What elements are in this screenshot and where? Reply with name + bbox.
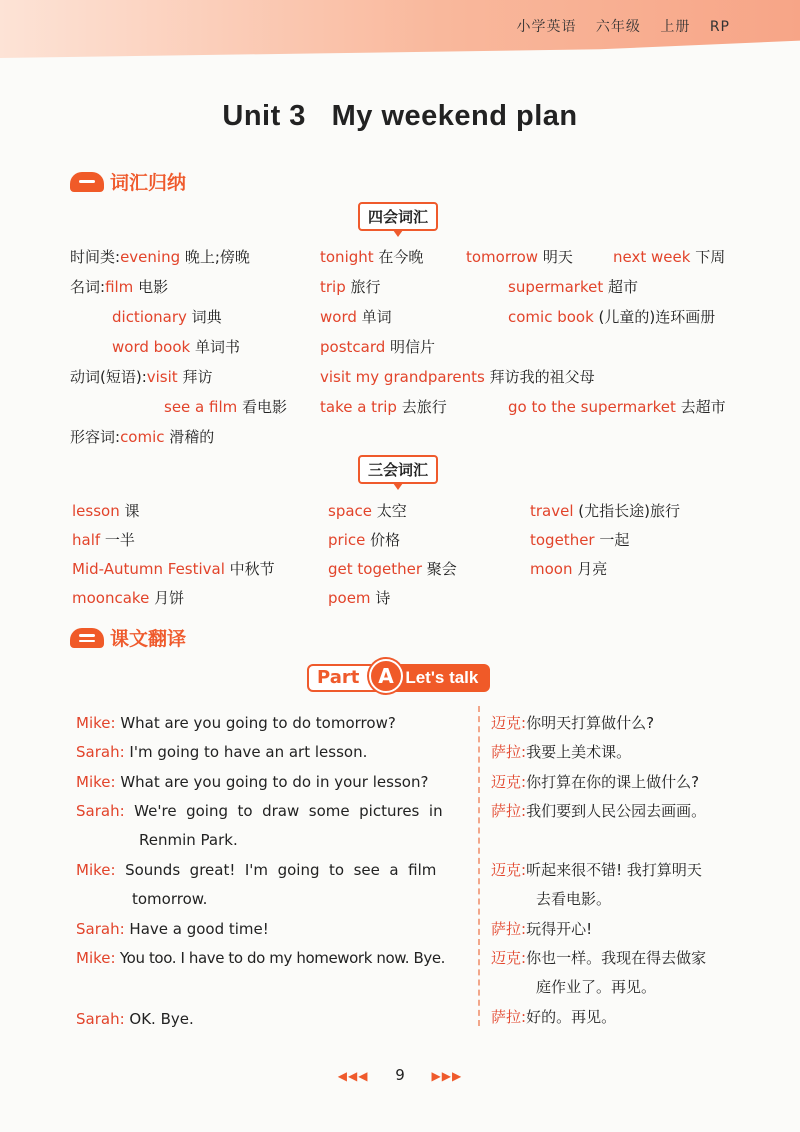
line-text: 去看电影。 <box>536 890 612 908</box>
vocab-row <box>72 500 140 521</box>
vocab-meaning: 单词书 <box>190 338 240 356</box>
column-divider <box>478 706 480 1026</box>
speaker: Mike: <box>76 773 116 791</box>
vocab-meaning: 价格 <box>365 531 401 549</box>
dialogue-line-cn <box>491 1008 616 1026</box>
line-text: 好的。再见。 <box>526 1008 617 1026</box>
vocab-row <box>112 336 240 357</box>
speaker: Sarah: <box>76 920 125 938</box>
vocab-meaning: 一起 <box>594 531 630 549</box>
vocab-word: poem <box>328 589 371 607</box>
vocab-word: word <box>320 308 357 326</box>
unit-title: Unit 3 My weekend plan <box>222 100 578 132</box>
speaker: 迈克: <box>491 861 527 879</box>
line-text: We're going to draw some pictures in <box>124 802 443 820</box>
vocab-meaning: 在今晚 <box>373 248 424 266</box>
header-volume: 上册 <box>660 19 691 35</box>
vocab-meaning: 聚会 <box>422 560 457 578</box>
vocab-meaning: 月饼 <box>149 589 185 607</box>
dialogue-line-cn <box>491 743 631 761</box>
part-letter: A <box>378 664 394 688</box>
vocab-word: tonight <box>320 248 374 266</box>
vocab-word: see a film <box>164 398 238 416</box>
vocab-row <box>112 306 222 327</box>
vocab-row <box>328 500 407 521</box>
vocab-meaning: 月亮 <box>572 560 608 578</box>
dialogue-line-en <box>76 802 443 820</box>
vocab-row <box>530 500 680 521</box>
vocab-word: film <box>105 278 134 296</box>
line-text: Sounds great! I'm going to see a film <box>115 861 437 879</box>
line-text: 你打算在你的课上做什么? <box>526 773 700 791</box>
speaker: 萨拉: <box>491 920 527 938</box>
vocab-word: tomorrow <box>466 248 539 266</box>
vocab-word: get together <box>328 560 422 578</box>
line-text: OK. Bye. <box>124 1010 194 1028</box>
line-text: Renmin Park. <box>139 831 238 849</box>
section-vocab-title: 词汇归纳 <box>110 172 187 194</box>
vocab-row <box>328 558 457 579</box>
vocab-row <box>320 366 595 387</box>
vocab-meaning: 一半 <box>100 531 135 549</box>
part-banner <box>307 663 490 693</box>
speaker: Sarah: <box>76 802 125 820</box>
header-subject: 小学英语 <box>516 19 577 35</box>
category-label: 形容词: <box>70 428 121 446</box>
dialogue-line-en <box>76 714 396 732</box>
vocab-meaning: 中秋节 <box>224 560 275 578</box>
vocab-word: mooncake <box>72 589 150 607</box>
four-skill-vocab-label: 四会词汇 <box>358 202 438 231</box>
prev-page-arrows-icon: ◀◀◀ <box>337 1069 369 1083</box>
speaker: Mike: <box>76 714 116 732</box>
header-info <box>502 16 730 36</box>
speaker: Sarah: <box>76 743 125 761</box>
dialogue-line-cn <box>491 861 702 879</box>
dialogue-line-en-cont <box>139 831 238 849</box>
dialogue-line-en <box>76 949 445 967</box>
section-two-icon <box>70 628 104 648</box>
category-label: 动词(短语): <box>70 368 147 386</box>
vocab-word: half <box>72 531 101 549</box>
vocab-word: evening <box>120 248 181 266</box>
vocab-meaning: 单词 <box>356 308 392 326</box>
header-edition: RP <box>709 19 730 35</box>
vocab-meaning: 拜访 <box>177 368 213 386</box>
vocab-row <box>72 529 135 550</box>
speaker: Sarah: <box>76 1010 125 1028</box>
vocab-row <box>70 366 212 387</box>
line-text: 我要上美术课。 <box>526 743 632 761</box>
vocab-word: Mid-Autumn Festival <box>72 560 225 578</box>
dialogue-line-en <box>76 773 428 791</box>
vocab-word: next week <box>613 248 691 266</box>
vocab-meaning: (儿童的)连环画册 <box>593 308 716 326</box>
vocab-word: dictionary <box>112 308 187 326</box>
vocab-word: lesson <box>72 502 120 520</box>
vocab-row <box>164 396 287 417</box>
dialogue-line-cn-cont <box>536 890 611 908</box>
vocab-word: moon <box>530 560 573 578</box>
vocab-word: trip <box>320 278 346 296</box>
line-text: 听起来很不错! 我打算明天 <box>526 861 702 879</box>
vocab-row <box>320 306 392 327</box>
dialogue-line-en <box>76 861 436 879</box>
speaker: 萨拉: <box>491 743 527 761</box>
speaker: Mike: <box>76 861 116 879</box>
vocab-word: word book <box>112 338 191 356</box>
part-letter-badge <box>369 659 403 693</box>
vocab-row <box>530 558 607 579</box>
vocab-row <box>320 336 435 357</box>
vocab-row <box>72 558 275 579</box>
dialogue-line-cn <box>491 802 706 820</box>
vocab-meaning: 明天 <box>538 248 573 266</box>
vocab-word: price <box>328 531 366 549</box>
category-label: 时间类: <box>70 248 121 266</box>
section-one-icon <box>70 172 104 192</box>
vocab-meaning: 超市 <box>603 278 638 296</box>
line-text: I'm going to have an art lesson. <box>124 743 368 761</box>
line-text: 你明天打算做什么? <box>526 714 655 732</box>
vocab-row <box>320 246 423 267</box>
vocab-row <box>466 246 573 267</box>
line-text: 我们要到人民公园去画画。 <box>526 802 707 820</box>
dialogue-line-cn <box>491 920 592 938</box>
speaker: 萨拉: <box>491 802 527 820</box>
vocab-word: take a trip <box>320 398 397 416</box>
vocab-meaning: 明信片 <box>385 338 436 356</box>
vocab-meaning: 晚上;傍晚 <box>180 248 250 266</box>
dialogue-line-en <box>76 743 367 761</box>
vocab-row <box>508 396 726 417</box>
vocab-meaning: 诗 <box>370 589 391 607</box>
three-skill-vocab-label: 三会词汇 <box>358 455 438 484</box>
line-text: What are you going to do tomorrow? <box>115 714 396 732</box>
speaker: 迈克: <box>491 949 527 967</box>
page-number: 9 <box>395 1066 405 1084</box>
vocab-meaning: 去超市 <box>675 398 726 416</box>
vocab-word: space <box>328 502 373 520</box>
line-text: 庭作业了。再见。 <box>536 978 657 996</box>
vocab-word: comic <box>120 428 165 446</box>
section-vocab-heading <box>70 168 186 195</box>
vocab-meaning: (尤指长途)旅行 <box>573 502 680 520</box>
section-translation-title: 课文翻译 <box>110 628 187 650</box>
speaker: 迈克: <box>491 714 527 732</box>
speaker: 萨拉: <box>491 1008 527 1026</box>
vocab-word: visit <box>146 368 178 386</box>
line-text: 你也一样。我现在得去做家 <box>526 949 707 967</box>
vocab-row <box>72 587 184 608</box>
dialogue-line-en-cont <box>132 890 207 908</box>
vocab-word: supermarket <box>508 278 604 296</box>
vocab-meaning: 课 <box>119 502 140 520</box>
vocab-meaning: 词典 <box>186 308 222 326</box>
dialogue-line-cn <box>491 949 706 967</box>
vocab-meaning: 去旅行 <box>396 398 447 416</box>
vocab-row <box>320 276 381 297</box>
vocab-meaning: 电影 <box>133 278 169 296</box>
vocab-word: postcard <box>320 338 386 356</box>
next-page-arrows-icon: ▶▶▶ <box>431 1069 463 1083</box>
vocab-word: go to the supermarket <box>508 398 676 416</box>
line-text: You too. I have to do my homework now. Bye. <box>115 949 446 967</box>
vocab-word: comic book <box>508 308 594 326</box>
vocab-row <box>70 276 168 297</box>
vocab-row <box>328 529 400 550</box>
vocab-row <box>508 276 638 297</box>
dialogue-line-cn-cont <box>536 978 656 996</box>
section-translation-heading <box>70 624 186 651</box>
vocab-row <box>320 396 447 417</box>
dialogue-line-en <box>76 920 269 938</box>
line-text: Have a good time! <box>124 920 269 938</box>
speaker: 迈克: <box>491 773 527 791</box>
vocab-meaning: 旅行 <box>345 278 381 296</box>
line-text: 玩得开心! <box>526 920 593 938</box>
dialogue-line-en <box>76 1010 194 1028</box>
vocab-word: visit my grandparents <box>320 368 485 386</box>
vocab-meaning: 太空 <box>372 502 407 520</box>
vocab-meaning: 拜访我的祖父母 <box>484 368 595 386</box>
page-footer <box>0 1066 800 1084</box>
vocab-row <box>508 306 715 327</box>
line-text: What are you going to do in your lesson? <box>115 773 429 791</box>
part-name: Let's talk <box>391 664 490 692</box>
vocab-row <box>70 426 214 447</box>
vocab-word: together <box>530 531 595 549</box>
vocab-row <box>70 246 250 267</box>
category-label: 名词: <box>70 278 106 296</box>
header-grade: 六年级 <box>595 19 641 35</box>
vocab-row <box>328 587 390 608</box>
speaker: Mike: <box>76 949 116 967</box>
line-text: tomorrow. <box>132 890 208 908</box>
vocab-word: travel <box>530 502 574 520</box>
dialogue-line-cn <box>491 714 654 732</box>
vocab-row <box>613 246 725 267</box>
vocab-meaning: 下周 <box>690 248 726 266</box>
vocab-row <box>530 529 629 550</box>
part-word-text: Part <box>317 667 360 688</box>
dialogue-line-cn <box>491 773 699 791</box>
vocab-meaning: 看电影 <box>237 398 288 416</box>
vocab-meaning: 滑稽的 <box>164 428 215 446</box>
